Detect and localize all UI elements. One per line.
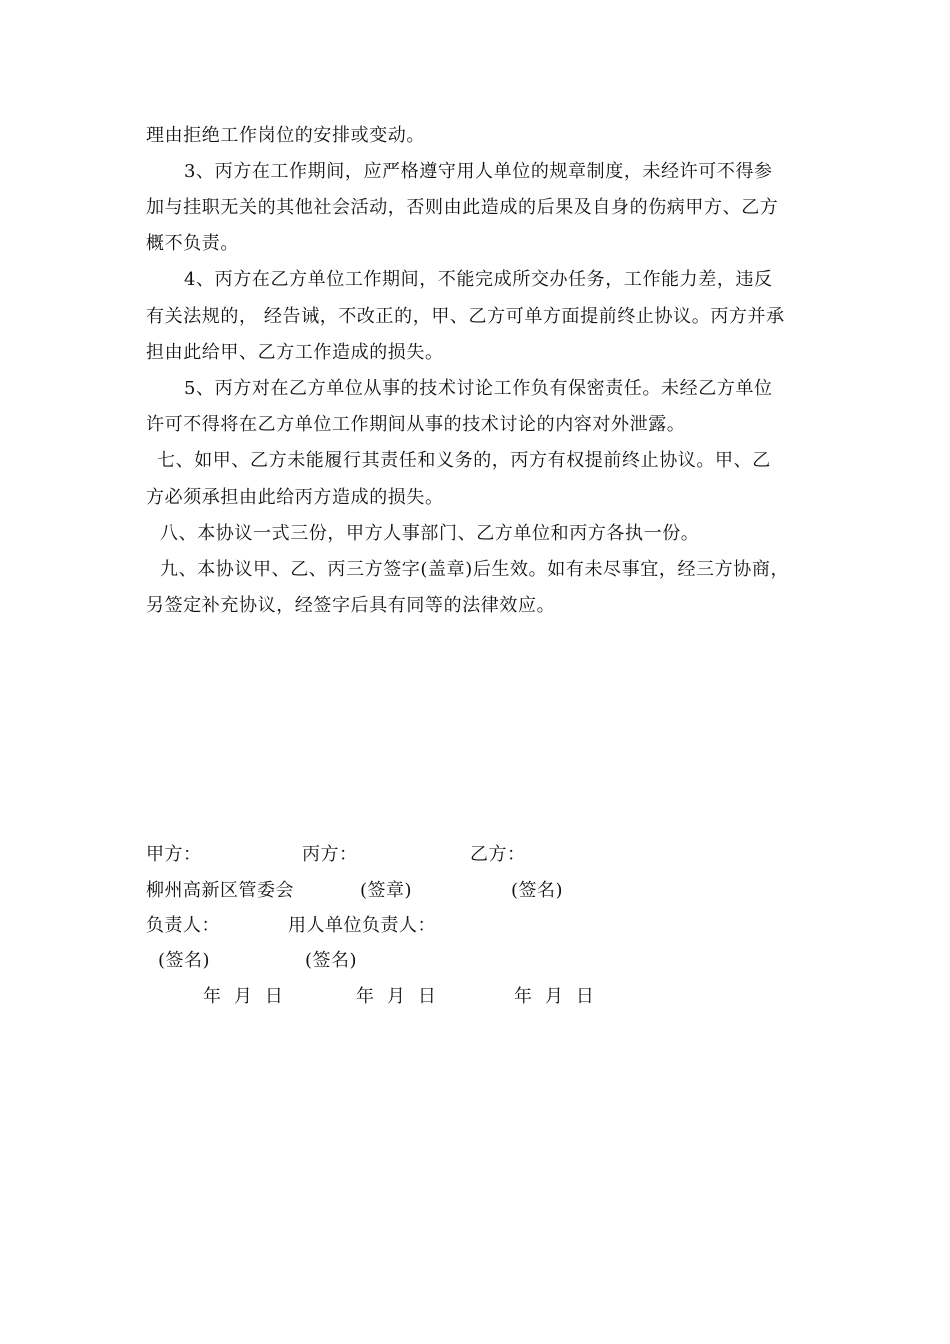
party-b-label: 乙方：: [470, 844, 526, 865]
party-b-sign: (签名): [511, 880, 564, 901]
party-a-label: 甲方：: [146, 844, 202, 865]
body-line: 有关法规的， 经告诫，不改正的，甲、乙方可单方面提前终止协议。丙方并承: [146, 306, 785, 327]
body-line: 4、丙方在乙方单位工作期间，不能完成所交办任务，工作能力差，违反: [184, 269, 773, 290]
party-a-head-label: 负责人：: [146, 915, 220, 936]
party-c-label: 丙方：: [302, 844, 358, 865]
party-c-seal: (签章): [360, 880, 413, 901]
employer-head-label: 用人单位负责人：: [288, 915, 436, 936]
body-line: 七、如甲、乙方未能履行其责任和义务的，丙方有权提前终止协议。甲、乙: [157, 450, 771, 471]
date-2: 年 月 日: [356, 986, 437, 1007]
body-line: 八、本协议一式三份，甲方人事部门、乙方单位和丙方各执一份。: [160, 523, 700, 544]
employer-head-sign: (签名): [305, 950, 358, 971]
body-line: 3、丙方在工作期间，应严格遵守用人单位的规章制度，未经许可不得参: [184, 161, 773, 182]
party-a-head-sign: (签名): [158, 950, 211, 971]
body-line: 九、本协议甲、乙、丙三方签字(盖章)后生效。如有未尽事宜，经三方协商，: [160, 559, 790, 580]
body-line: 另签定补充协议，经签字后具有同等的法律效应。: [146, 595, 556, 616]
date-1: 年 月 日: [203, 986, 284, 1007]
body-line: 概不负责。: [146, 233, 239, 254]
date-3: 年 月 日: [514, 986, 595, 1007]
body-line: 加与挂职无关的其他社会活动，否则由此造成的后果及自身的伤病甲方、乙方: [146, 197, 779, 218]
body-line: 理由拒绝工作岗位的安排或变动。: [146, 125, 425, 146]
body-line: 担由此给甲、乙方工作造成的损失。: [146, 342, 444, 363]
party-a-name: 柳州高新区管委会: [146, 880, 294, 901]
body-line: 方必须承担由此给丙方造成的损失。: [146, 487, 444, 508]
body-line: 许可不得将在乙方单位工作期间从事的技术讨论的内容对外泄露。: [146, 414, 686, 435]
body-line: 5、丙方对在乙方单位从事的技术讨论工作负有保密责任。未经乙方单位: [184, 378, 773, 399]
